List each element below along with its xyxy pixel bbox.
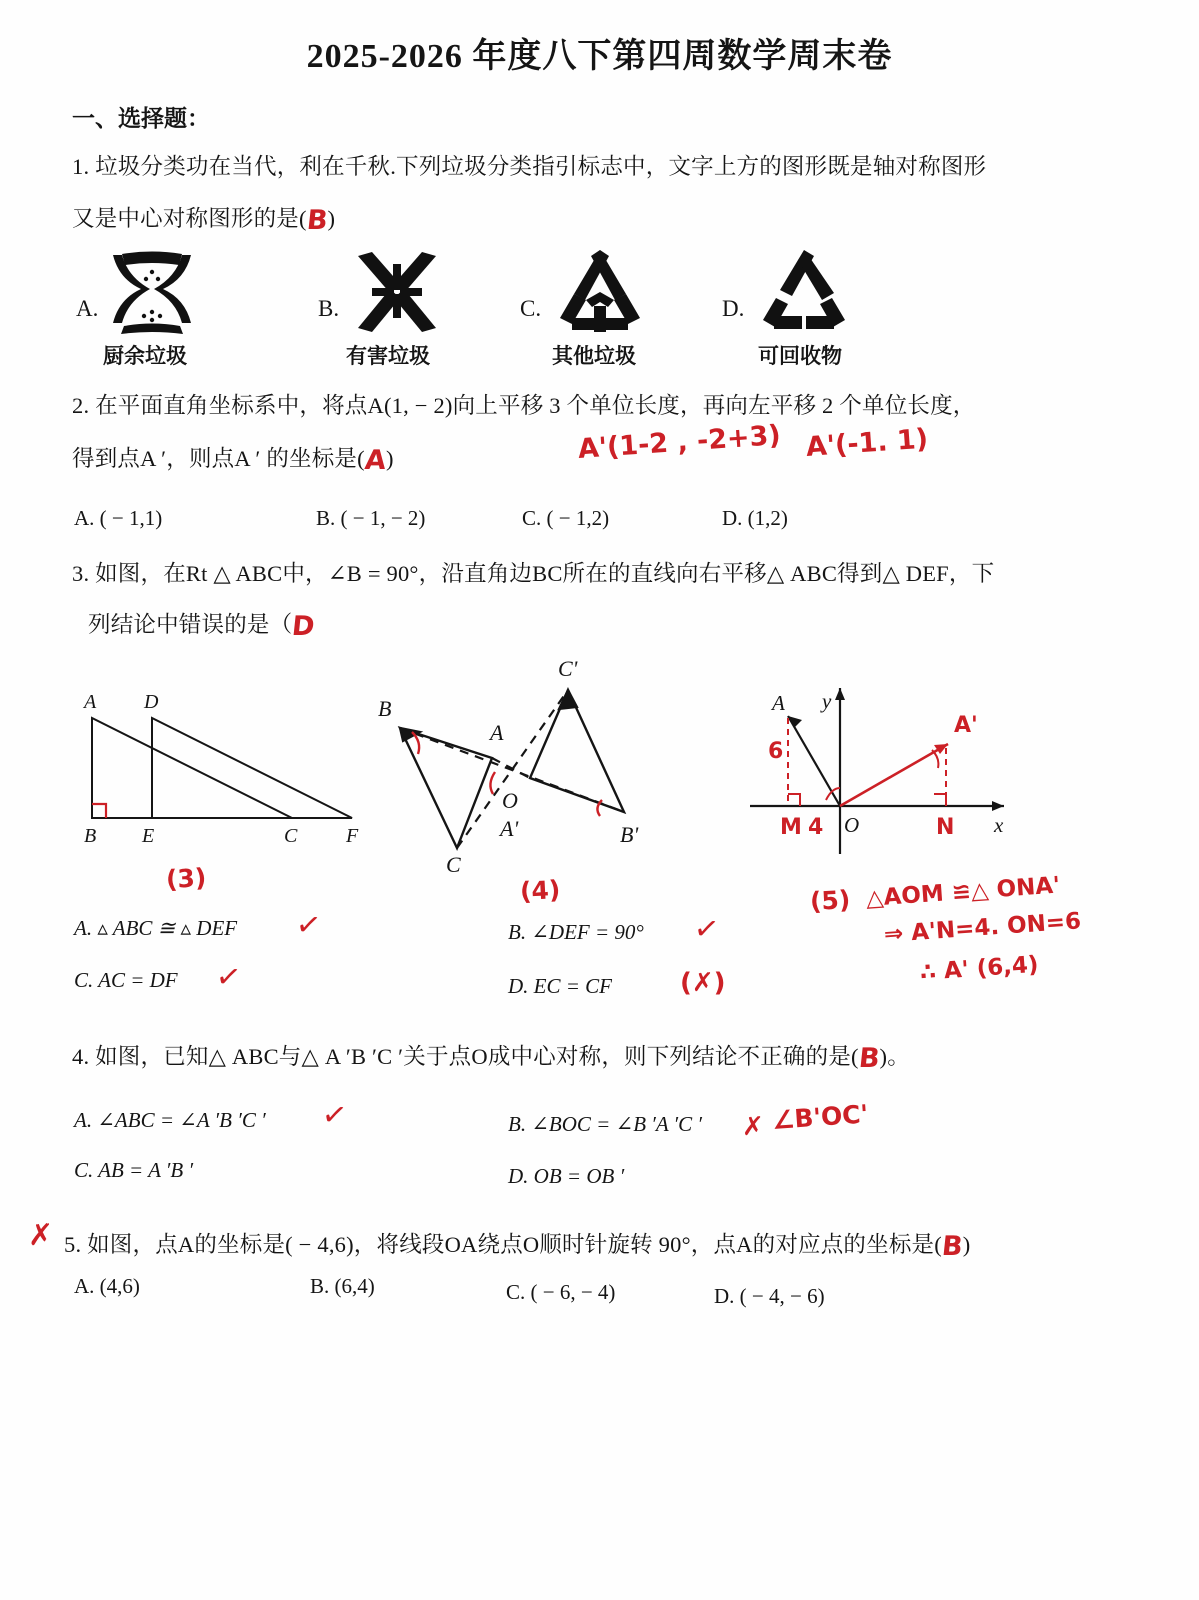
question-1-line-2 bbox=[72, 196, 335, 241]
question-1-line-2-close: ) bbox=[327, 206, 336, 231]
svg-text:A: A bbox=[490, 720, 504, 745]
question-2-option-b: B. ( − 1, − 2) bbox=[316, 506, 426, 530]
question-4-option-b: B. ∠BOC = ∠B ′A ′C ′ bbox=[508, 1112, 703, 1136]
figure-5-work-line-2: ⇒ A'N=4. ON=6 bbox=[883, 908, 1082, 948]
question-2-line-2-text: 得到点A ′，则点A ′ 的坐标是( bbox=[72, 446, 365, 471]
question-4-line-1-text: 4. 如图，已知△ ABC与△ A ′B ′C ′关于点O成中心对称，则下列结论不正确的是( bbox=[72, 1044, 859, 1069]
question-2-answer: A bbox=[363, 445, 388, 476]
svg-text:E: E bbox=[142, 825, 155, 847]
question-3-option-c: C. AC = DF bbox=[74, 968, 178, 992]
figure-5-work-line-3: ∴ A' (6,4) bbox=[919, 951, 1040, 986]
figure-3-translated-triangles bbox=[70, 690, 370, 855]
svg-text:A: A bbox=[772, 691, 785, 715]
svg-text:N: N bbox=[936, 815, 955, 840]
question-2-option-c: C. ( − 1,2) bbox=[522, 506, 610, 530]
svg-text:6: 6 bbox=[768, 739, 784, 764]
question-3-option-a-check: ✓ bbox=[293, 906, 324, 945]
svg-text:C': C' bbox=[558, 656, 578, 681]
figure-4-point-symmetry bbox=[362, 650, 672, 880]
question-5-line-1-close: ) bbox=[962, 1232, 971, 1257]
question-4-option-a: A. ∠ABC = ∠A ′B ′C ′ bbox=[74, 1108, 266, 1132]
question-1-line-2-text: 又是中心对称图形的是( bbox=[72, 206, 307, 231]
question-5-option-b: B. (6,4) bbox=[310, 1274, 375, 1298]
figure-3-label: (3) bbox=[165, 862, 207, 895]
svg-text:A': A' bbox=[954, 713, 978, 738]
question-5-option-c: C. ( − 6, − 4) bbox=[506, 1280, 616, 1304]
question-3-line-2 bbox=[88, 602, 315, 647]
question-4-line-1-close: )。 bbox=[879, 1044, 910, 1069]
kitchen-waste-caption: 厨余垃圾 bbox=[103, 344, 187, 368]
recyclable-waste-caption: 可回收物 bbox=[758, 344, 842, 368]
question-4-option-a-check: ✓ bbox=[319, 1096, 350, 1135]
question-5-option-d: D. ( − 4, − 6) bbox=[714, 1284, 825, 1308]
question-4-answer: B bbox=[857, 1043, 882, 1074]
question-5-answer: B bbox=[940, 1231, 965, 1262]
svg-text:A': A' bbox=[500, 816, 519, 841]
svg-text:O: O bbox=[502, 788, 518, 813]
question-3-line-1: 3. 如图，在Rt △ ABC中，∠B = 90°，沿直角边BC所在的直线向右平移△ ABC得到△ DEF，下 bbox=[72, 561, 995, 586]
question-4-option-c: C. AB = A ′B ′ bbox=[74, 1158, 194, 1182]
question-3-option-b: B. ∠DEF = 90° bbox=[508, 920, 644, 944]
svg-text:O: O bbox=[844, 813, 860, 837]
hazardous-waste-icon bbox=[352, 248, 442, 334]
option-letter-c: C. bbox=[520, 296, 542, 321]
question-2-option-d: D. (1,2) bbox=[722, 506, 788, 530]
svg-text:4: 4 bbox=[808, 815, 824, 840]
question-4-option-d: D. OB = OB ′ bbox=[508, 1164, 625, 1188]
svg-text:x: x bbox=[994, 813, 1004, 837]
svg-text:F: F bbox=[346, 825, 359, 847]
question-1-line-1: 1. 垃圾分类功在当代，利在千秋.下列垃圾分类指引标志中，文字上方的图形既是轴对称图形 bbox=[72, 154, 987, 179]
option-letter-a: A. bbox=[76, 296, 99, 321]
question-5-option-a: A. (4,6) bbox=[74, 1274, 140, 1298]
svg-text:y: y bbox=[822, 689, 832, 713]
kitchen-waste-icon bbox=[110, 248, 194, 334]
option-letter-b: B. bbox=[318, 296, 340, 321]
question-2-line-2-close: ) bbox=[385, 446, 394, 471]
other-waste-caption: 其他垃圾 bbox=[552, 344, 636, 368]
figure-5-rotation-coordinate bbox=[742, 666, 1032, 856]
question-1-answer: B bbox=[305, 205, 330, 236]
recyclable-waste-icon bbox=[760, 248, 848, 334]
question-3-option-a: A. ▵ ABC ≅ ▵ DEF bbox=[74, 916, 238, 940]
question-2-line-1: 2. 在平面直角坐标系中，将点A(1, − 2)向上平移 3 个单位长度，再向左平移 2 个单位长度， bbox=[72, 393, 976, 418]
question-3-answer: D bbox=[290, 611, 317, 642]
question-5-wrong-mark: ✗ bbox=[28, 1218, 54, 1253]
figure-4-label: (4) bbox=[519, 874, 561, 907]
question-3-option-d: D. EC = CF bbox=[508, 974, 613, 998]
svg-text:M: M bbox=[780, 815, 802, 840]
question-4-option-b-note: ∠B'OC' bbox=[770, 1099, 870, 1135]
question-5-line-1-text: 5. 如图，点A的坐标是( − 4,6)，将线段OA绕点O顺时针旋转 90°，点A的对应点的坐标是( bbox=[64, 1232, 942, 1257]
svg-text:D: D bbox=[144, 691, 159, 713]
question-2-option-a: A. ( − 1,1) bbox=[74, 506, 163, 530]
question-4-option-b-cross: ✗ bbox=[742, 1112, 764, 1142]
question-5-line-1 bbox=[64, 1222, 970, 1267]
figure-5-work-line-1: △AOM ≌△ ONA' bbox=[865, 872, 1061, 912]
svg-text:C: C bbox=[446, 852, 461, 877]
question-3-option-b-check: ✓ bbox=[691, 910, 722, 949]
question-2-annotation-2: A'(-1. 1) bbox=[804, 423, 930, 463]
question-3-line-2-text: 列结论中错误的是（ bbox=[88, 612, 293, 637]
page-title: 2025-2026 年度八下第四周数学周末卷 bbox=[306, 38, 893, 75]
svg-text:B: B bbox=[84, 825, 97, 847]
question-2-line-2 bbox=[72, 436, 394, 481]
question-3-option-c-check: ✓ bbox=[213, 958, 244, 997]
section-heading: 一、选择题： bbox=[72, 106, 210, 131]
other-waste-icon bbox=[556, 248, 644, 334]
hazardous-waste-caption: 有害垃圾 bbox=[346, 344, 430, 368]
question-4-line-1 bbox=[72, 1034, 910, 1079]
question-3-option-d-cross: (✗) bbox=[680, 968, 726, 998]
svg-text:B': B' bbox=[620, 822, 639, 847]
question-2-annotation-1: A'(1-2 , -2+3) bbox=[576, 419, 782, 465]
svg-text:C: C bbox=[284, 825, 298, 847]
svg-text:A: A bbox=[84, 691, 97, 713]
figure-5-label: (5) bbox=[809, 884, 851, 917]
option-letter-d: D. bbox=[722, 296, 745, 321]
svg-text:B: B bbox=[378, 696, 392, 721]
